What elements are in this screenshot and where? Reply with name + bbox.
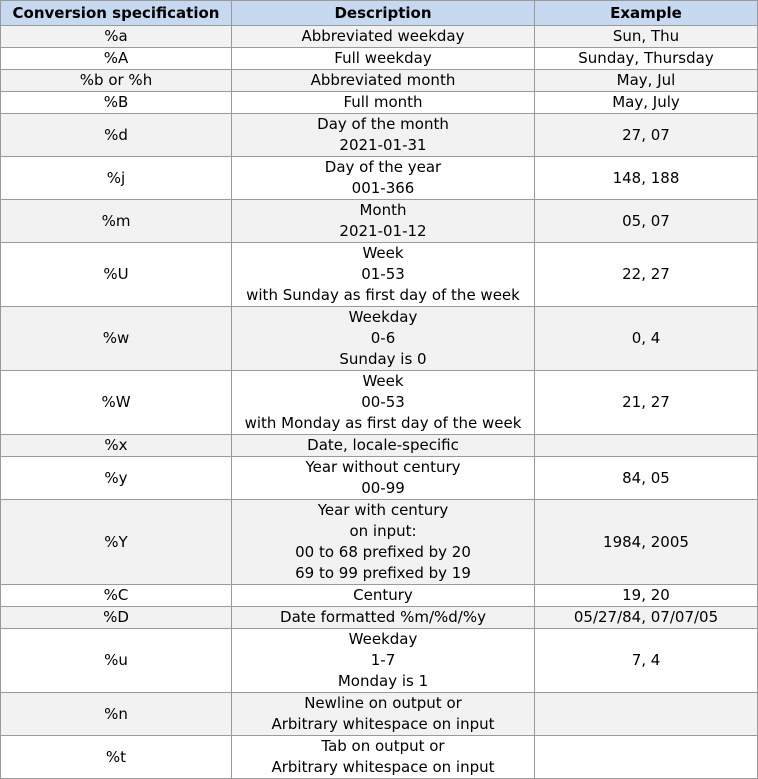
description-cell bbox=[232, 629, 535, 693]
table-row bbox=[1, 48, 758, 70]
header-example: Example bbox=[535, 1, 758, 26]
description-cell bbox=[232, 114, 535, 157]
description-line: Day of the month bbox=[317, 115, 449, 133]
description-line: Week bbox=[362, 244, 404, 262]
description-cell bbox=[232, 26, 535, 48]
description-line: 00-53 bbox=[361, 393, 405, 411]
description-line: 2021-01-12 bbox=[339, 222, 427, 240]
description-line: Full weekday bbox=[334, 49, 432, 67]
example-cell bbox=[535, 736, 758, 779]
header-description: Description bbox=[232, 1, 535, 26]
table-row bbox=[1, 307, 758, 371]
example-cell: May, Jul bbox=[535, 70, 758, 92]
example-cell: 0, 4 bbox=[535, 307, 758, 371]
example-cell bbox=[535, 693, 758, 736]
description-line: Weekday bbox=[348, 308, 418, 326]
table-row bbox=[1, 157, 758, 200]
table-row bbox=[1, 200, 758, 243]
description-line: 00-99 bbox=[361, 479, 405, 497]
table-row bbox=[1, 585, 758, 607]
table-row bbox=[1, 629, 758, 693]
header-conversion-specification: Conversion specification bbox=[1, 1, 232, 26]
description-line: Year without century bbox=[305, 458, 461, 476]
description-cell bbox=[232, 307, 535, 371]
example-cell: 05/27/84, 07/07/05 bbox=[535, 607, 758, 629]
description-cell bbox=[232, 243, 535, 307]
description-line: 01-53 bbox=[361, 265, 405, 283]
example-cell: May, July bbox=[535, 92, 758, 114]
spec-cell: %C bbox=[1, 585, 232, 607]
spec-cell: %u bbox=[1, 629, 232, 693]
spec-cell: %w bbox=[1, 307, 232, 371]
description-line: on input: bbox=[349, 522, 417, 540]
spec-cell: %d bbox=[1, 114, 232, 157]
spec-cell: %B bbox=[1, 92, 232, 114]
description-cell bbox=[232, 457, 535, 500]
example-cell: 22, 27 bbox=[535, 243, 758, 307]
table-row bbox=[1, 70, 758, 92]
description-cell bbox=[232, 157, 535, 200]
description-line: with Sunday as first day of the week bbox=[246, 286, 520, 304]
table-row bbox=[1, 457, 758, 500]
description-cell bbox=[232, 92, 535, 114]
description-line: Arbitrary whitespace on input bbox=[271, 715, 495, 733]
spec-cell: %A bbox=[1, 48, 232, 70]
description-line: 2021-01-31 bbox=[339, 136, 427, 154]
description-line: with Monday as first day of the week bbox=[244, 414, 522, 432]
table-row bbox=[1, 26, 758, 48]
description-line: Year with century bbox=[317, 501, 449, 519]
spec-cell: %j bbox=[1, 157, 232, 200]
example-cell: 84, 05 bbox=[535, 457, 758, 500]
description-line: Century bbox=[353, 586, 413, 604]
example-cell: 148, 188 bbox=[535, 157, 758, 200]
description-cell bbox=[232, 48, 535, 70]
description-line: Abbreviated month bbox=[310, 71, 456, 89]
description-cell bbox=[232, 70, 535, 92]
table-row bbox=[1, 114, 758, 157]
spec-cell: %n bbox=[1, 693, 232, 736]
example-cell bbox=[535, 435, 758, 457]
description-line: Abbreviated weekday bbox=[301, 27, 465, 45]
example-cell: 19, 20 bbox=[535, 585, 758, 607]
example-cell: 27, 07 bbox=[535, 114, 758, 157]
description-line: Week bbox=[362, 372, 404, 390]
description-line: 1-7 bbox=[370, 651, 396, 669]
example-cell: Sunday, Thursday bbox=[535, 48, 758, 70]
spec-cell: %U bbox=[1, 243, 232, 307]
spec-cell: %Y bbox=[1, 500, 232, 585]
description-line: Arbitrary whitespace on input bbox=[271, 758, 495, 776]
description-line: 69 to 99 prefixed by 19 bbox=[295, 564, 471, 582]
spec-cell: %t bbox=[1, 736, 232, 779]
description-cell bbox=[232, 585, 535, 607]
description-cell bbox=[232, 736, 535, 779]
table-row bbox=[1, 736, 758, 779]
description-line: Sunday is 0 bbox=[339, 350, 427, 368]
description-line: Day of the year bbox=[324, 158, 442, 176]
example-cell: 1984, 2005 bbox=[535, 500, 758, 585]
table-row bbox=[1, 607, 758, 629]
spec-cell: %b or %h bbox=[1, 70, 232, 92]
description-line: Date formatted %m/%d/%y bbox=[280, 608, 486, 626]
example-cell: 05, 07 bbox=[535, 200, 758, 243]
spec-cell: %y bbox=[1, 457, 232, 500]
description-line: Weekday bbox=[348, 630, 418, 648]
description-line: 00 to 68 prefixed by 20 bbox=[295, 543, 471, 561]
description-cell bbox=[232, 693, 535, 736]
example-cell: 21, 27 bbox=[535, 371, 758, 435]
table-body bbox=[1, 26, 758, 779]
example-cell: Sun, Thu bbox=[535, 26, 758, 48]
table-row bbox=[1, 243, 758, 307]
table-row bbox=[1, 500, 758, 585]
description-line: Newline on output or bbox=[304, 694, 462, 712]
spec-cell: %D bbox=[1, 607, 232, 629]
table-row bbox=[1, 435, 758, 457]
description-line: Month bbox=[359, 201, 407, 219]
description-cell bbox=[232, 435, 535, 457]
description-line: Full month bbox=[343, 93, 423, 111]
spec-cell: %x bbox=[1, 435, 232, 457]
description-line: 001-366 bbox=[351, 179, 415, 197]
description-cell bbox=[232, 607, 535, 629]
spec-cell: %W bbox=[1, 371, 232, 435]
table-row bbox=[1, 693, 758, 736]
example-cell: 7, 4 bbox=[535, 629, 758, 693]
description-line: 0-6 bbox=[370, 329, 396, 347]
description-line: Monday is 1 bbox=[337, 672, 429, 690]
description-line: Tab on output or bbox=[321, 737, 445, 755]
description-cell bbox=[232, 500, 535, 585]
description-cell bbox=[232, 200, 535, 243]
description-line: Date, locale-specific bbox=[307, 436, 459, 454]
spec-cell: %a bbox=[1, 26, 232, 48]
header-row bbox=[1, 1, 758, 26]
description-cell bbox=[232, 371, 535, 435]
table-row bbox=[1, 92, 758, 114]
table-row bbox=[1, 371, 758, 435]
spec-cell: %m bbox=[1, 200, 232, 243]
